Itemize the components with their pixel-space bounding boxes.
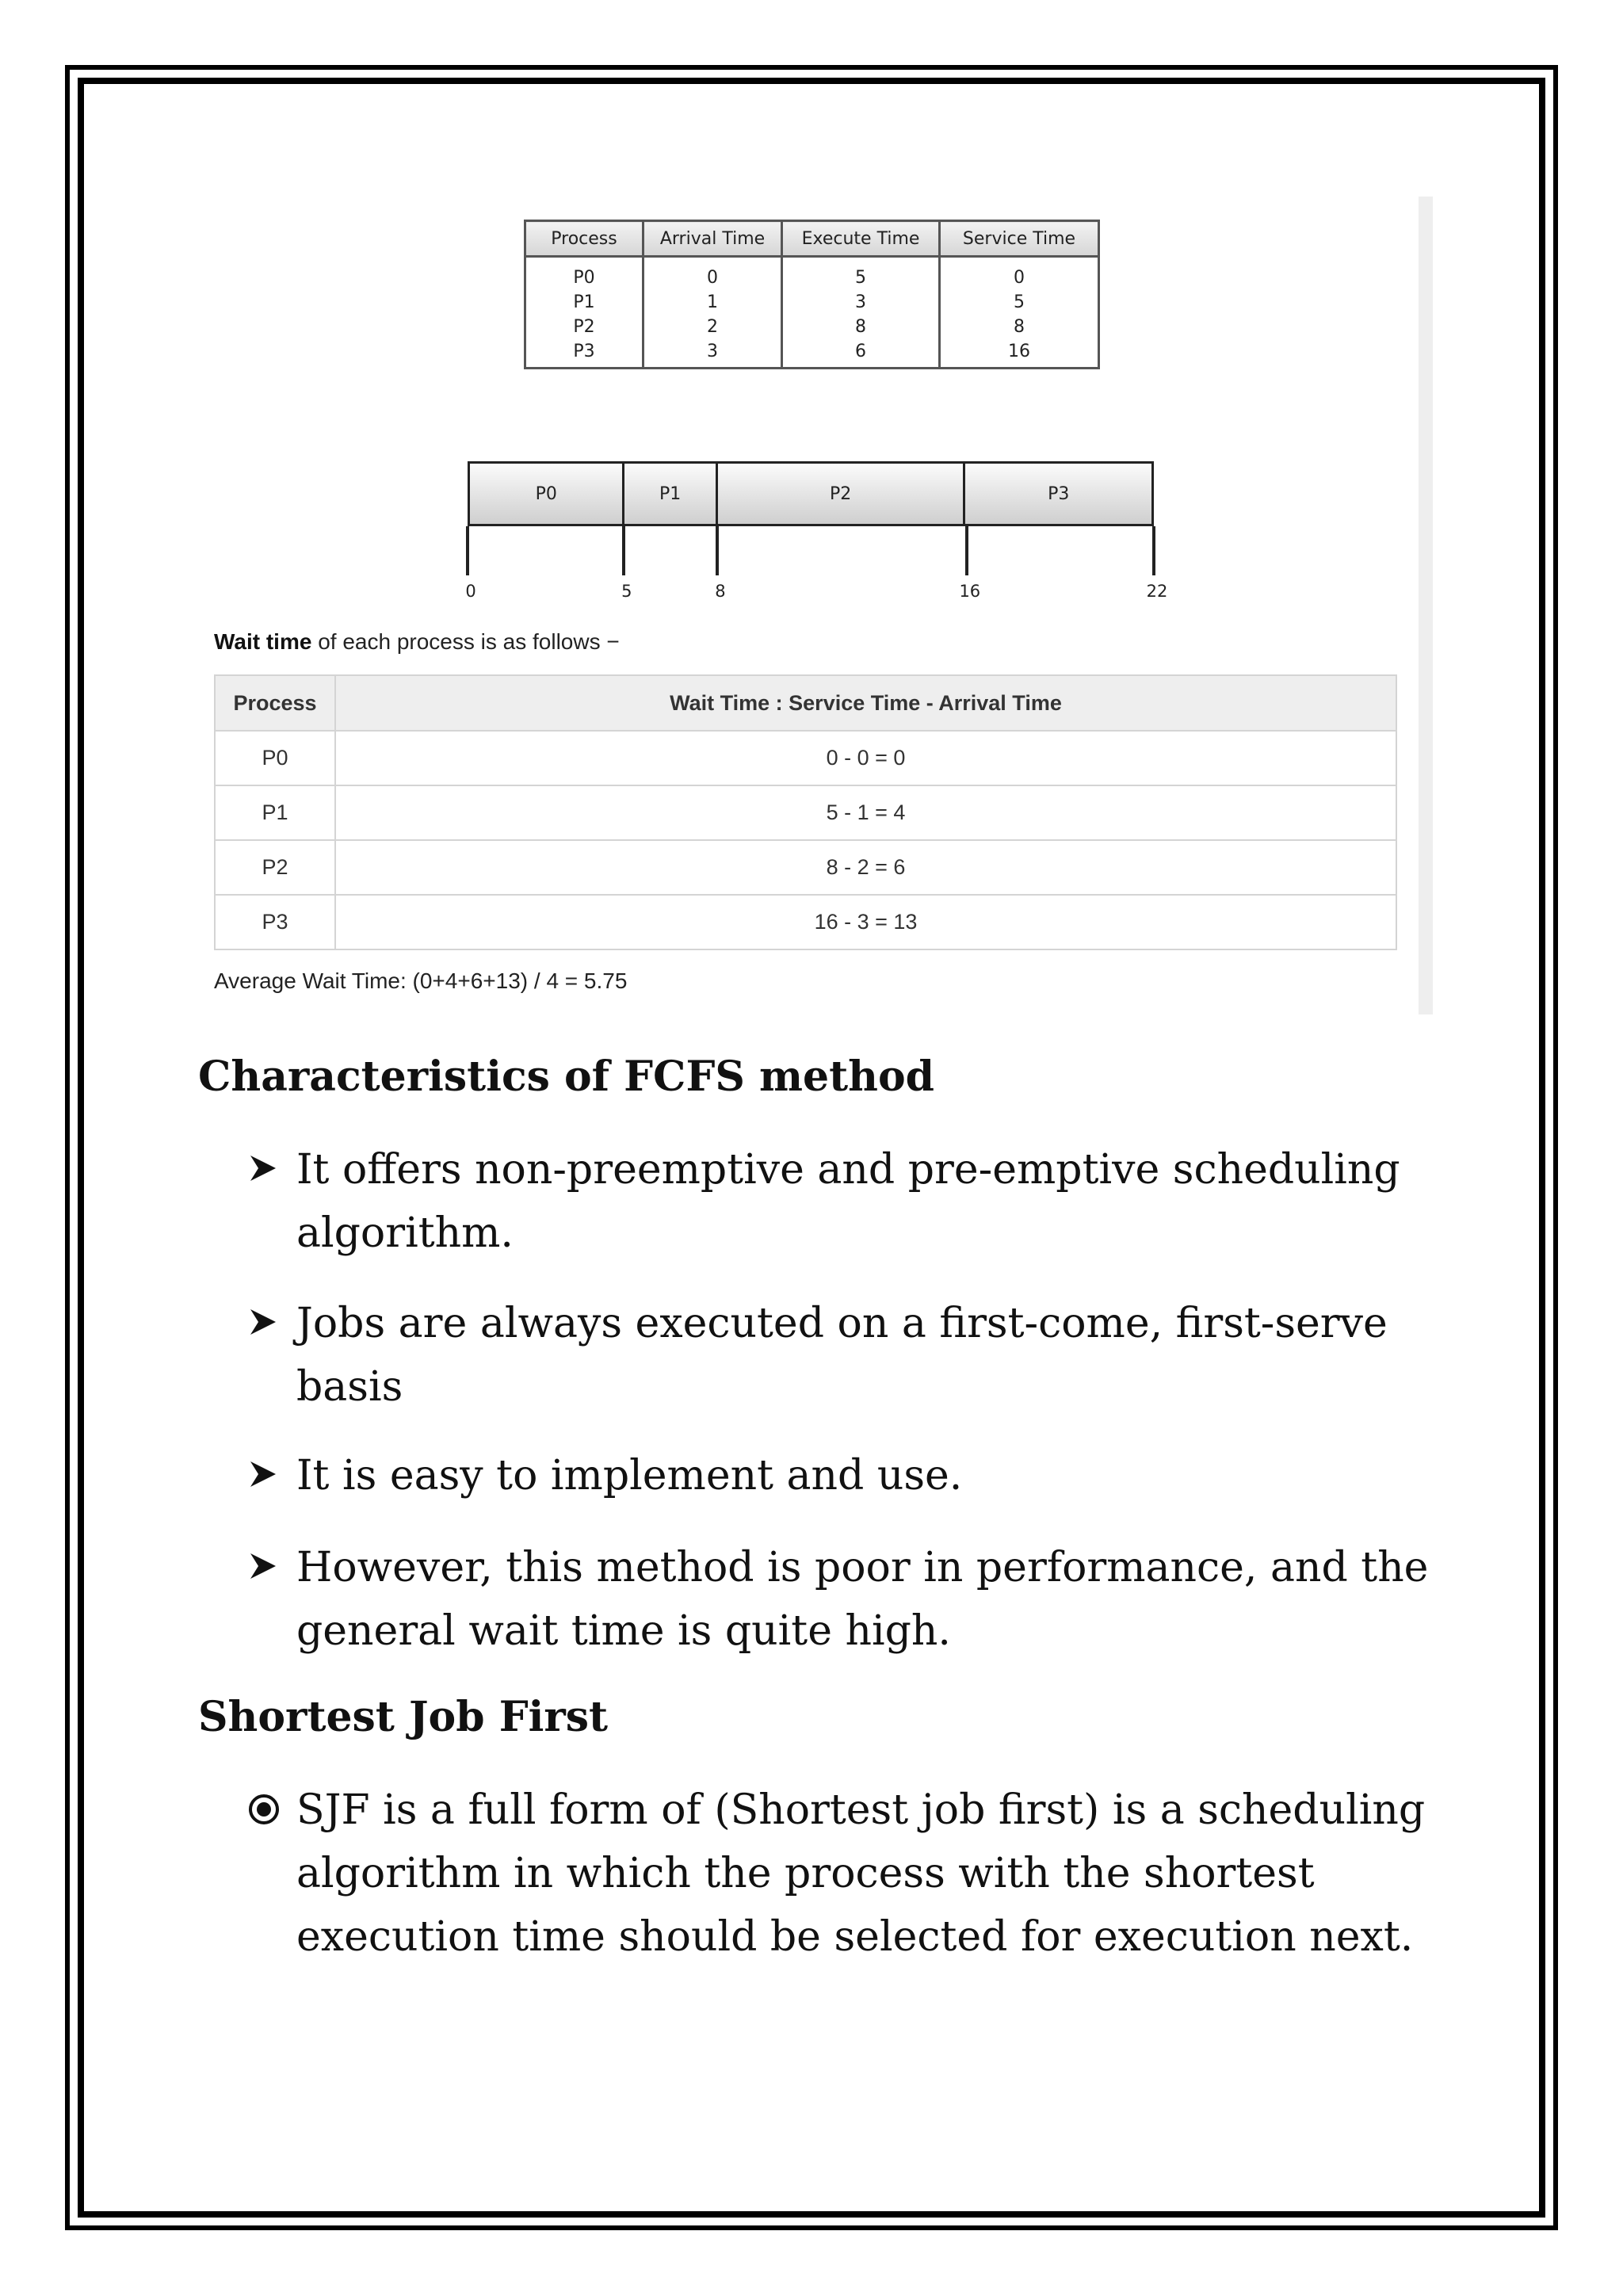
arrow-bullet-icon <box>247 1152 287 1184</box>
process-column <box>525 257 643 369</box>
gantt-tick-label: 22 <box>1146 582 1168 601</box>
wait-table-cell: P1 <box>215 785 335 840</box>
arrow-bullet-icon <box>247 1550 287 1582</box>
list-item <box>247 1778 1436 1969</box>
gantt-tick-label: 16 <box>959 582 981 601</box>
process-table-header: Service Time <box>940 221 1099 257</box>
section-heading-fcfs: Characteristics of FCFS method <box>198 1052 934 1101</box>
wait-table-header: Wait Time : Service Time - Arrival Time <box>335 675 1396 731</box>
process-table-header: Process <box>525 221 643 257</box>
bullet-text: However, this method is poor in performance, and the general wait time is quite high. <box>296 1544 1429 1655</box>
wait-table-cell: 0 - 0 = 0 <box>335 731 1396 785</box>
gantt-tick <box>716 526 719 575</box>
wait-table-cell: 8 - 2 = 6 <box>335 840 1396 895</box>
wait-table-cell: P0 <box>215 731 335 785</box>
execute-cell: 6 <box>855 342 866 361</box>
gantt-tick-label: 5 <box>621 582 632 601</box>
execute-cell: 8 <box>855 317 866 337</box>
process-cell: P0 <box>573 268 595 288</box>
gantt-tick <box>622 526 625 575</box>
bullet-text: SJF is a full form of (Shortest job first) is a scheduling algorithm in which the process with the shortest execution time should be selected for execution next. <box>296 1786 1426 1961</box>
gantt-chart <box>468 461 1154 526</box>
gantt-segment: P3 <box>965 464 1151 524</box>
gantt-segment: P2 <box>718 464 966 524</box>
bullet-text: Jobs are always executed on a first-come, first-serve basis <box>296 1300 1388 1411</box>
gantt-segment: P1 <box>624 464 717 524</box>
radio-bullet-icon <box>247 1793 287 1826</box>
service-cell: 16 <box>1008 342 1030 361</box>
process-cell: P3 <box>573 342 595 361</box>
wait-time-table <box>214 674 1397 950</box>
arrival-cell: 3 <box>707 342 718 361</box>
service-cell: 5 <box>1014 292 1025 312</box>
list-item <box>247 1444 1436 1507</box>
table-row <box>215 785 1396 840</box>
process-table <box>524 220 1100 369</box>
service-cell: 0 <box>1014 268 1025 288</box>
list-item <box>247 1536 1436 1663</box>
wait-table-cell: 5 - 1 = 4 <box>335 785 1396 840</box>
bullet-text: It is easy to implement and use. <box>296 1452 963 1499</box>
arrow-bullet-icon <box>247 1306 287 1338</box>
wait-table-cell: P3 <box>215 895 335 949</box>
gantt-tick-label: 8 <box>715 582 726 601</box>
table-row <box>215 840 1396 895</box>
process-table-header: Arrival Time <box>643 221 782 257</box>
wait-table-cell: 16 - 3 = 13 <box>335 895 1396 949</box>
bullet-text: It offers non-preemptive and pre-emptive scheduling algorithm. <box>296 1146 1400 1257</box>
arrival-cell: 2 <box>707 317 718 337</box>
average-wait-time: Average Wait Time: (0+4+6+13) / 4 = 5.75 <box>214 968 628 993</box>
execute-column <box>782 257 940 369</box>
wait-table-cell: P2 <box>215 840 335 895</box>
scrollbar-track <box>1419 197 1433 1014</box>
gantt-tick <box>466 526 469 575</box>
wait-time-intro <box>214 629 620 655</box>
process-cell: P2 <box>573 317 595 337</box>
list-item <box>247 1292 1436 1419</box>
table-row <box>215 731 1396 785</box>
gantt-segment: P0 <box>470 464 624 524</box>
arrival-cell: 1 <box>707 292 718 312</box>
wait-time-intro-text: of each process is as follows − <box>311 629 620 654</box>
execute-cell: 3 <box>855 292 866 312</box>
gantt-tick <box>965 526 968 575</box>
gantt-tick <box>1152 526 1155 575</box>
gantt-tick-label: 0 <box>465 582 476 601</box>
service-cell: 8 <box>1014 317 1025 337</box>
wait-time-intro-bold: Wait time <box>214 629 312 654</box>
execute-cell: 5 <box>855 268 866 288</box>
service-column <box>940 257 1099 369</box>
arrival-column <box>643 257 782 369</box>
arrow-bullet-icon <box>247 1458 287 1490</box>
process-cell: P1 <box>573 292 595 312</box>
wait-table-header: Process <box>215 675 335 731</box>
table-row <box>215 895 1396 949</box>
process-table-header: Execute Time <box>782 221 940 257</box>
arrival-cell: 0 <box>707 268 718 288</box>
list-item <box>247 1138 1436 1265</box>
section-heading-sjf: Shortest Job First <box>198 1693 609 1741</box>
